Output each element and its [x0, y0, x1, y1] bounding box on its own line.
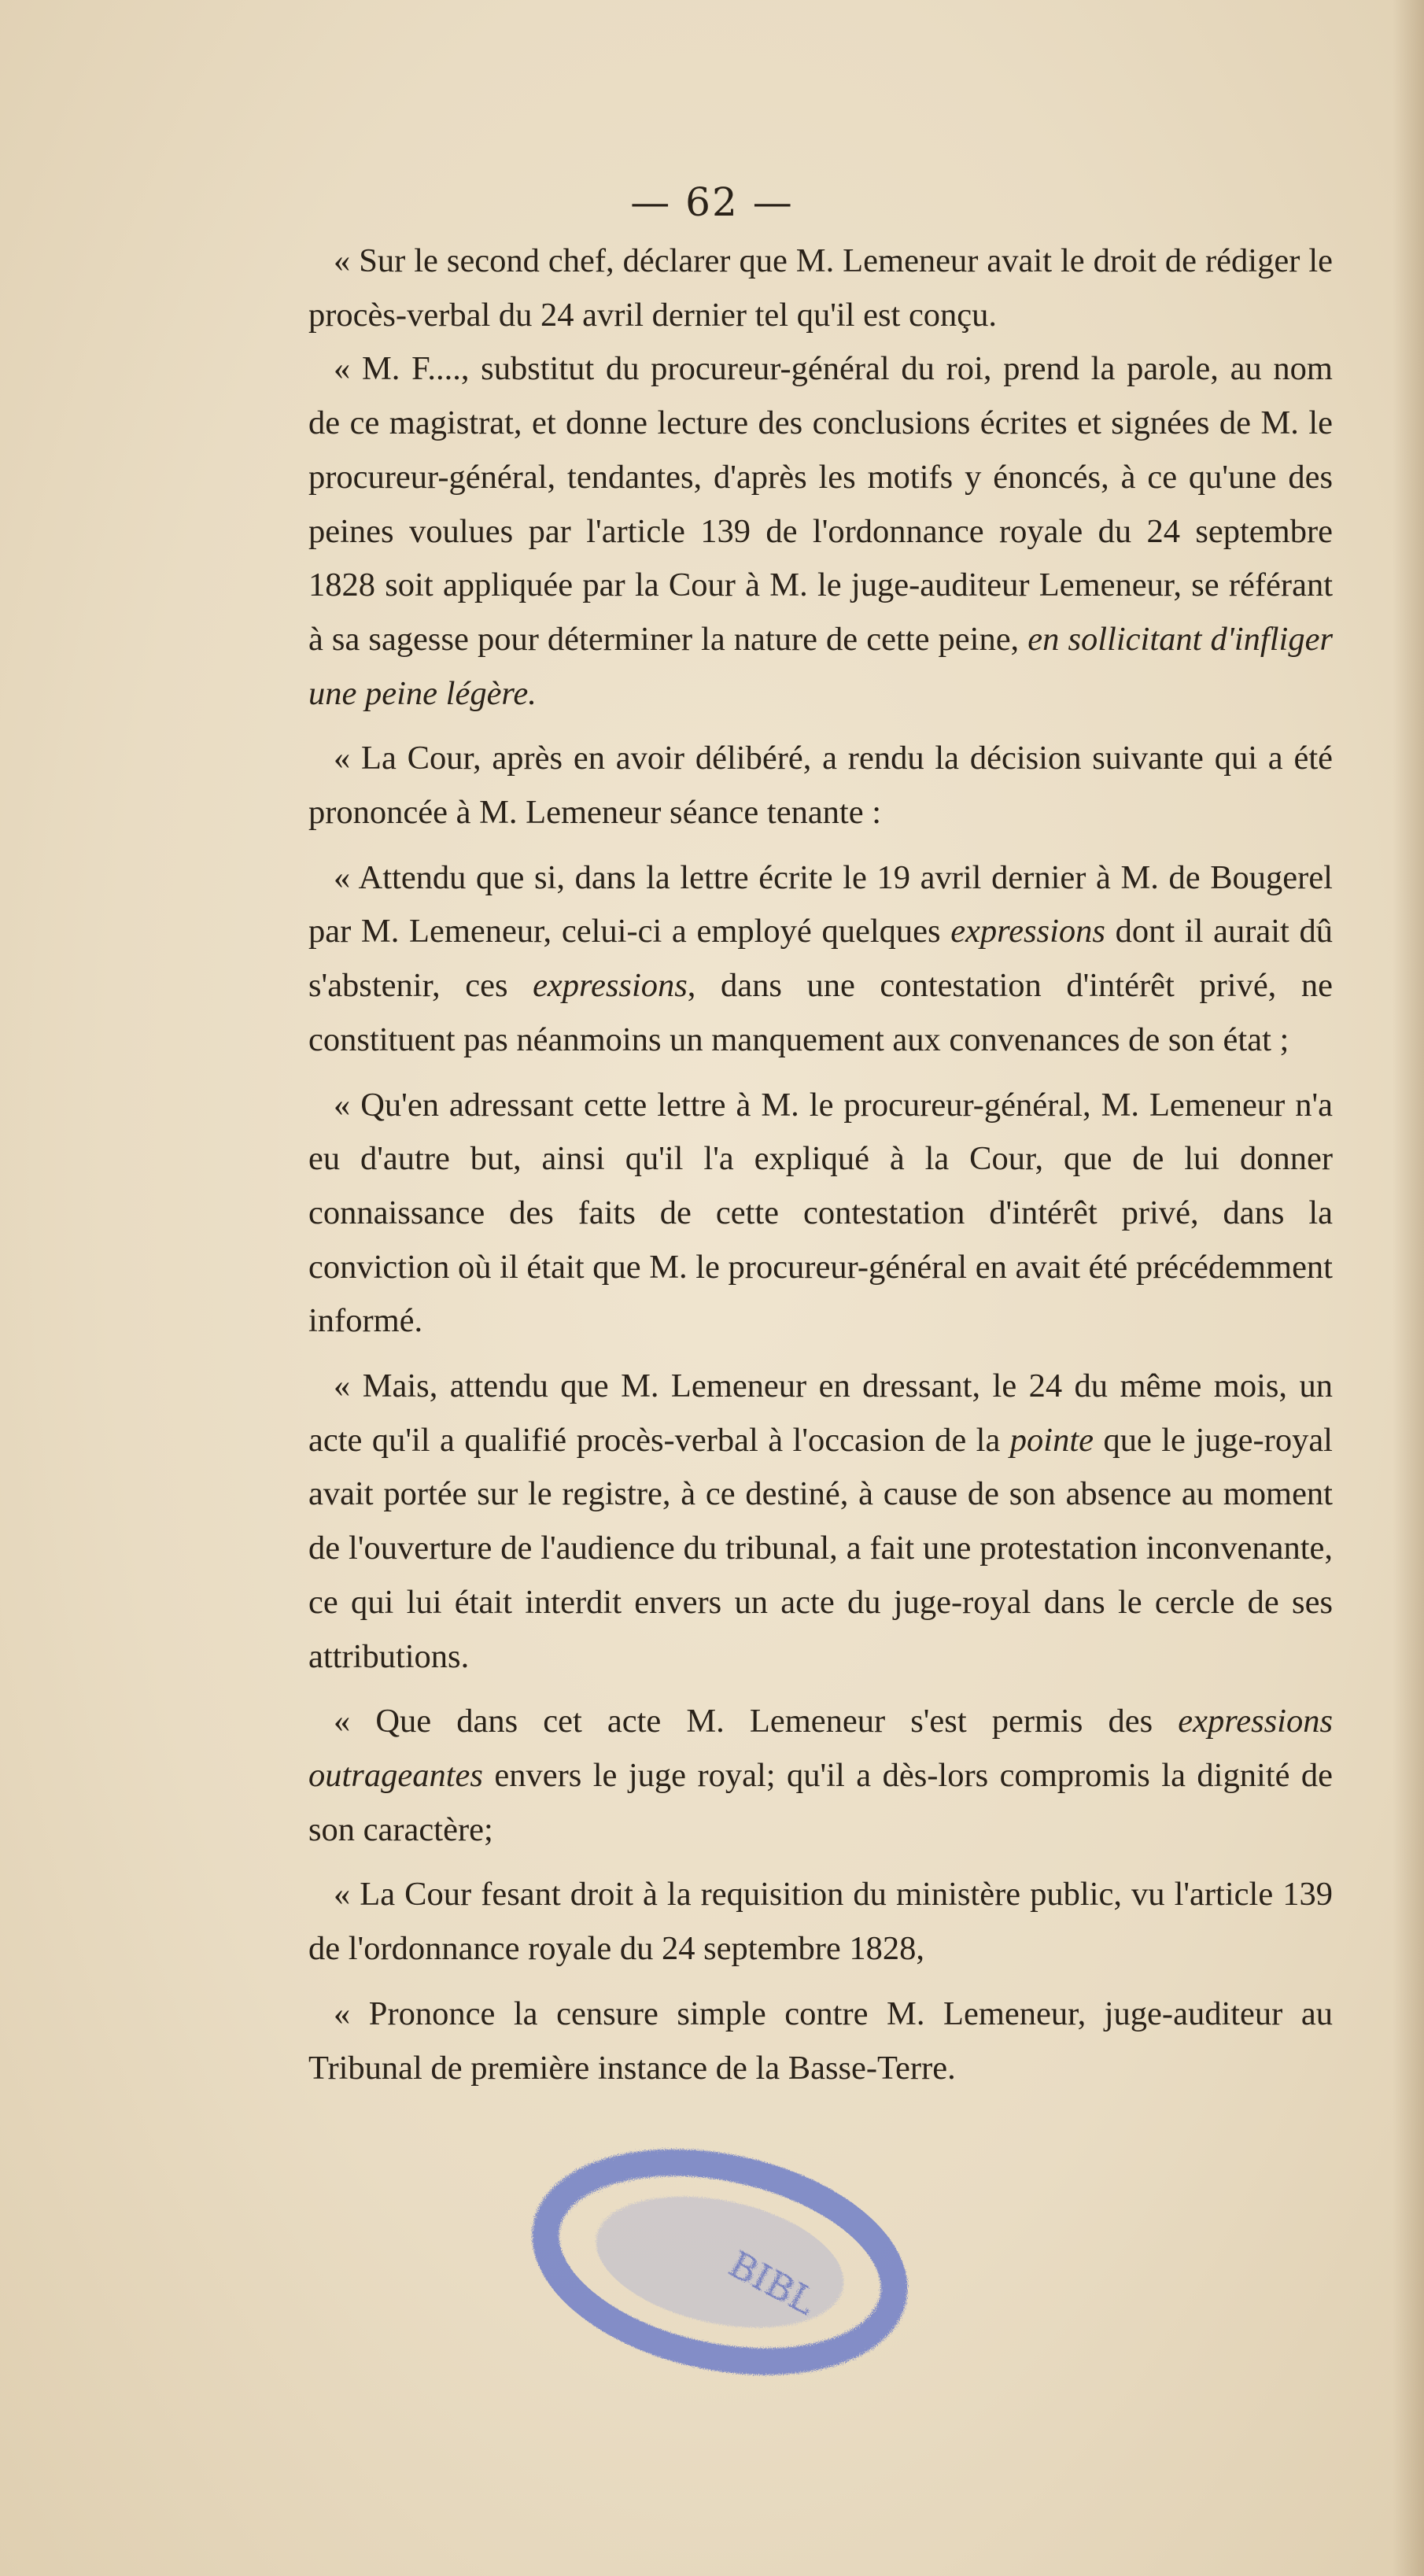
paragraph-quen-adressant: « Qu'en adressant cette lettre à M. le procureur-général, M. Lemeneur n'a eu d'autre but, ainsi qu'il l'a expliqué à la Cour, que de lui donner connaissance des faits de cette contestation d'intérêt privé, dans la conviction où il était que M. le procureur-général en avait été précédemment informé.	[308, 1086, 1333, 1340]
page-edge-shadow	[1393, 0, 1424, 2576]
paragraph-prononce-censure: « Prononce la censure simple contre M. Lemeneur, juge-auditeur au Tribunal de première instance de la Basse-Terre.	[308, 1995, 1333, 2087]
page-number: — 62 —	[630, 179, 794, 225]
paragraph-second-chef: « Sur le second chef, déclarer que M. Lemeneur avait le droit de rédiger le procès-verbal du 24 avril dernier tel qu'il est conçu.	[308, 242, 1333, 334]
library-stamp	[527, 2144, 913, 2380]
paragraph-mais-attendu: « Mais, attendu que M. Lemeneur en dressant, le 24 du même mois, un acte qu'il a qualifié procès-verbal à l'occasion de la pointe que le juge-royal avait portée sur le registre, à ce destiné, à cause de son absence au moment de l'ouverture de l'audience du tribunal, a fait une protestation inconvenante, ce qui lui était interdit envers un acte du juge-royal dans le cercle de ses attributions.	[308, 1367, 1333, 1675]
paragraph-la-cour-decision: « La Cour, après en avoir délibéré, a rendu la décision suivante qui a été prononcée à M. Lemeneur séance tenante :	[308, 740, 1333, 832]
paragraph-substitut: « M. F...., substitut du procureur-général du roi, prend la parole, au nom de ce magistrat, et donne lecture des conclusions écrites et signées de M. le procureur-général, tendantes, d'après les motifs y énoncés, à ce qu'une des peines voulues par l'article 139 de l'ordonnance royale du 24 septembre 1828 soit appliquée par la Cour à M. le juge-auditeur Lemeneur, se référant à sa sagesse pour déterminer la nature de cette peine, en sollicitant d'infliger une peine légère.	[308, 350, 1333, 712]
body-text	[308, 234, 1333, 2095]
paragraph-attendu-lettre: « Attendu que si, dans la lettre écrite le 19 avril dernier à M. de Bougerel par M. Lemeneur, celui-ci a employé quelques expressions dont il aurait dû s'abstenir, ces expressions, dans une contestation d'intérêt privé, ne constituent pas néanmoins un manquement aux convenances de son état ;	[308, 858, 1333, 1058]
paragraph-la-cour-fesant-droit: « La Cour fesant droit à la requisition du ministère public, vu l'article 139 de l'ordonnance royale du 24 septembre 1828,	[308, 1876, 1333, 1968]
italic-phrase: en sollicitant d'infliger une peine légère.	[308, 620, 1333, 712]
stamp-text: BIBL	[721, 2242, 823, 2323]
paragraph-que-dans-cet-acte: « Que dans cet acte M. Lemeneur s'est permis des expressions outrageantes envers le juge royal; qu'il a dès-lors compromis la dignité de son caractère;	[308, 1703, 1333, 1848]
